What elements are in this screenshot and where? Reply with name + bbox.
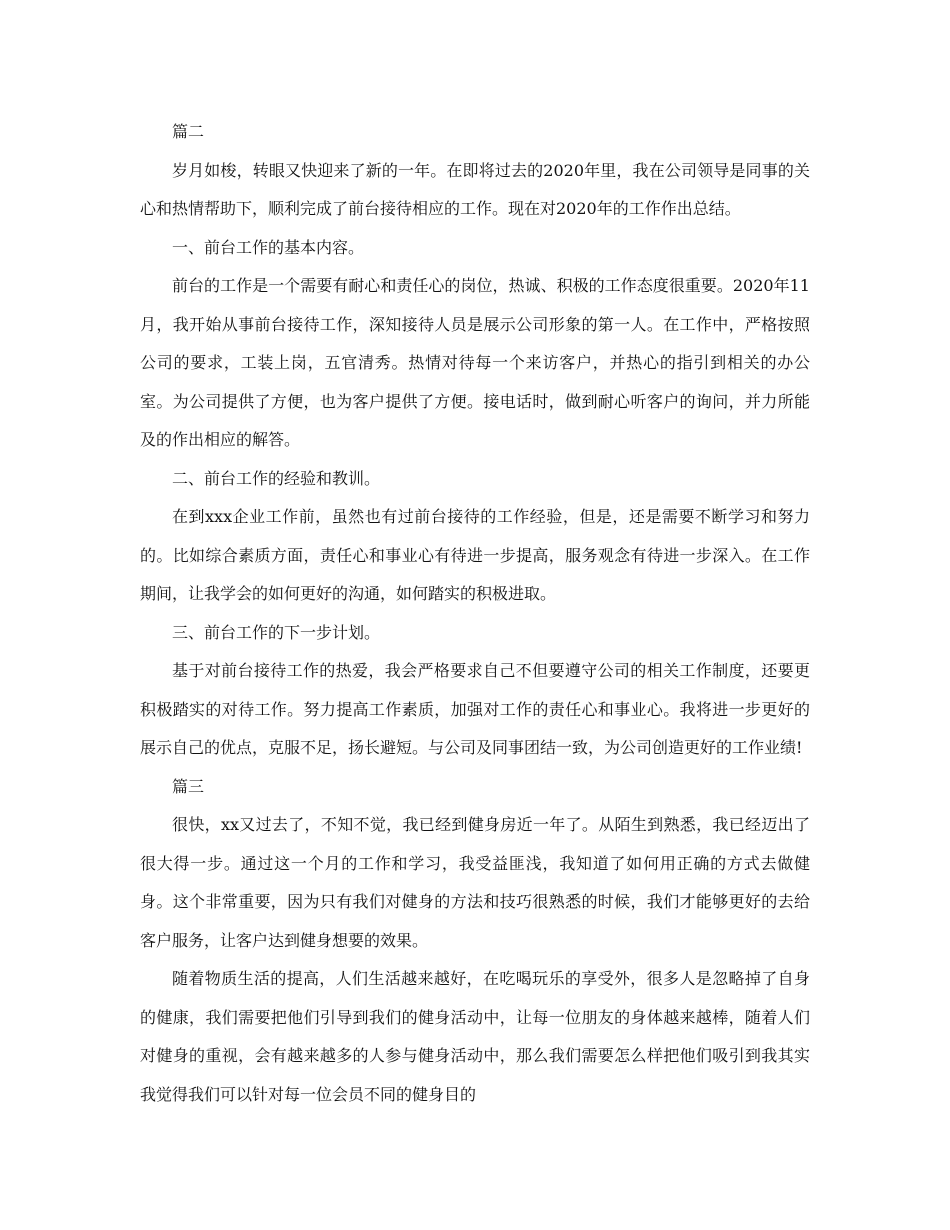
paragraph: 很快，xx又过去了，不知不觉，我已经到健身房近一年了。从陌生到熟悉，我已经迈出了很大得一步。通过这一个月的工作和学习，我受益匪浅，我知道了如何用正确的方式去做健身。这个非常重要，因为只有我们对健身的方法和技巧很熟悉的时候，我们才能够更好的去给客户服务，让客户达到健身想要的效果。 xyxy=(140,815,810,950)
paragraph: 在到xxx企业工作前，虽然也有过前台接待的工作经验，但是，还是需要不断学习和努力的。比如综合素质方面，责任心和事业心有待进一步提高，服务观念有待进一步深入。在工作期间，让我学会的如何更好的沟通，如何踏实的积极进取。 xyxy=(140,507,810,603)
paragraph: 随着物质生活的提高，人们生活越来越好，在吃喝玩乐的享受外，很多人是忽略掉了自身的健康，我们需要把他们引导到我们的健身活动中，让每一位朋友的身体越来越棒，随着人们对健身的重视，会有越来越多的人参与健身活动中，那么我们需要怎么样把他们吸引到我其实我觉得我们可以针对每一位会员不同的健身目的 xyxy=(140,969,810,1104)
section-heading: 篇二 xyxy=(172,122,205,141)
section-heading: 二、前台工作的经验和教训。 xyxy=(172,468,381,488)
document-body xyxy=(140,113,810,1114)
paragraph: 岁月如梭，转眼又快迎来了新的一年。在即将过去的2020年里，我在公司领导是同事的关心和热情帮助下，顺利完成了前台接待相应的工作。现在对2020年的工作作出总结。 xyxy=(140,160,810,218)
section-heading: 一、前台工作的基本内容。 xyxy=(172,237,365,257)
section-heading: 篇三 xyxy=(172,776,205,796)
paragraph: 前台的工作是一个需要有耐心和责任心的岗位，热诚、积极的工作态度很重要。2020年11月，我开始从事前台接待工作，深知接待人员是展示公司形象的第一人。在工作中，严格按照公司的要求，工装上岗，五官清秀。热情对待每一个来访客户，并热心的指引到相关的办公室。为公司提供了方便，也为客户提供了方便。接电话时，做到耐心听客户的询问，并力所能及的作出相应的解答。 xyxy=(140,276,810,449)
paragraph: 基于对前台接待工作的热爱，我会严格要求自己不但要遵守公司的相关工作制度，还要更积极踏实的对待工作。努力提高工作素质，加强对工作的责任心和事业心。我将进一步更好的展示自己的优点，克服不足，扬长避短。与公司及同事团结一致，为公司创造更好的工作业绩! xyxy=(140,661,810,757)
section-heading: 三、前台工作的下一步计划。 xyxy=(172,622,381,642)
